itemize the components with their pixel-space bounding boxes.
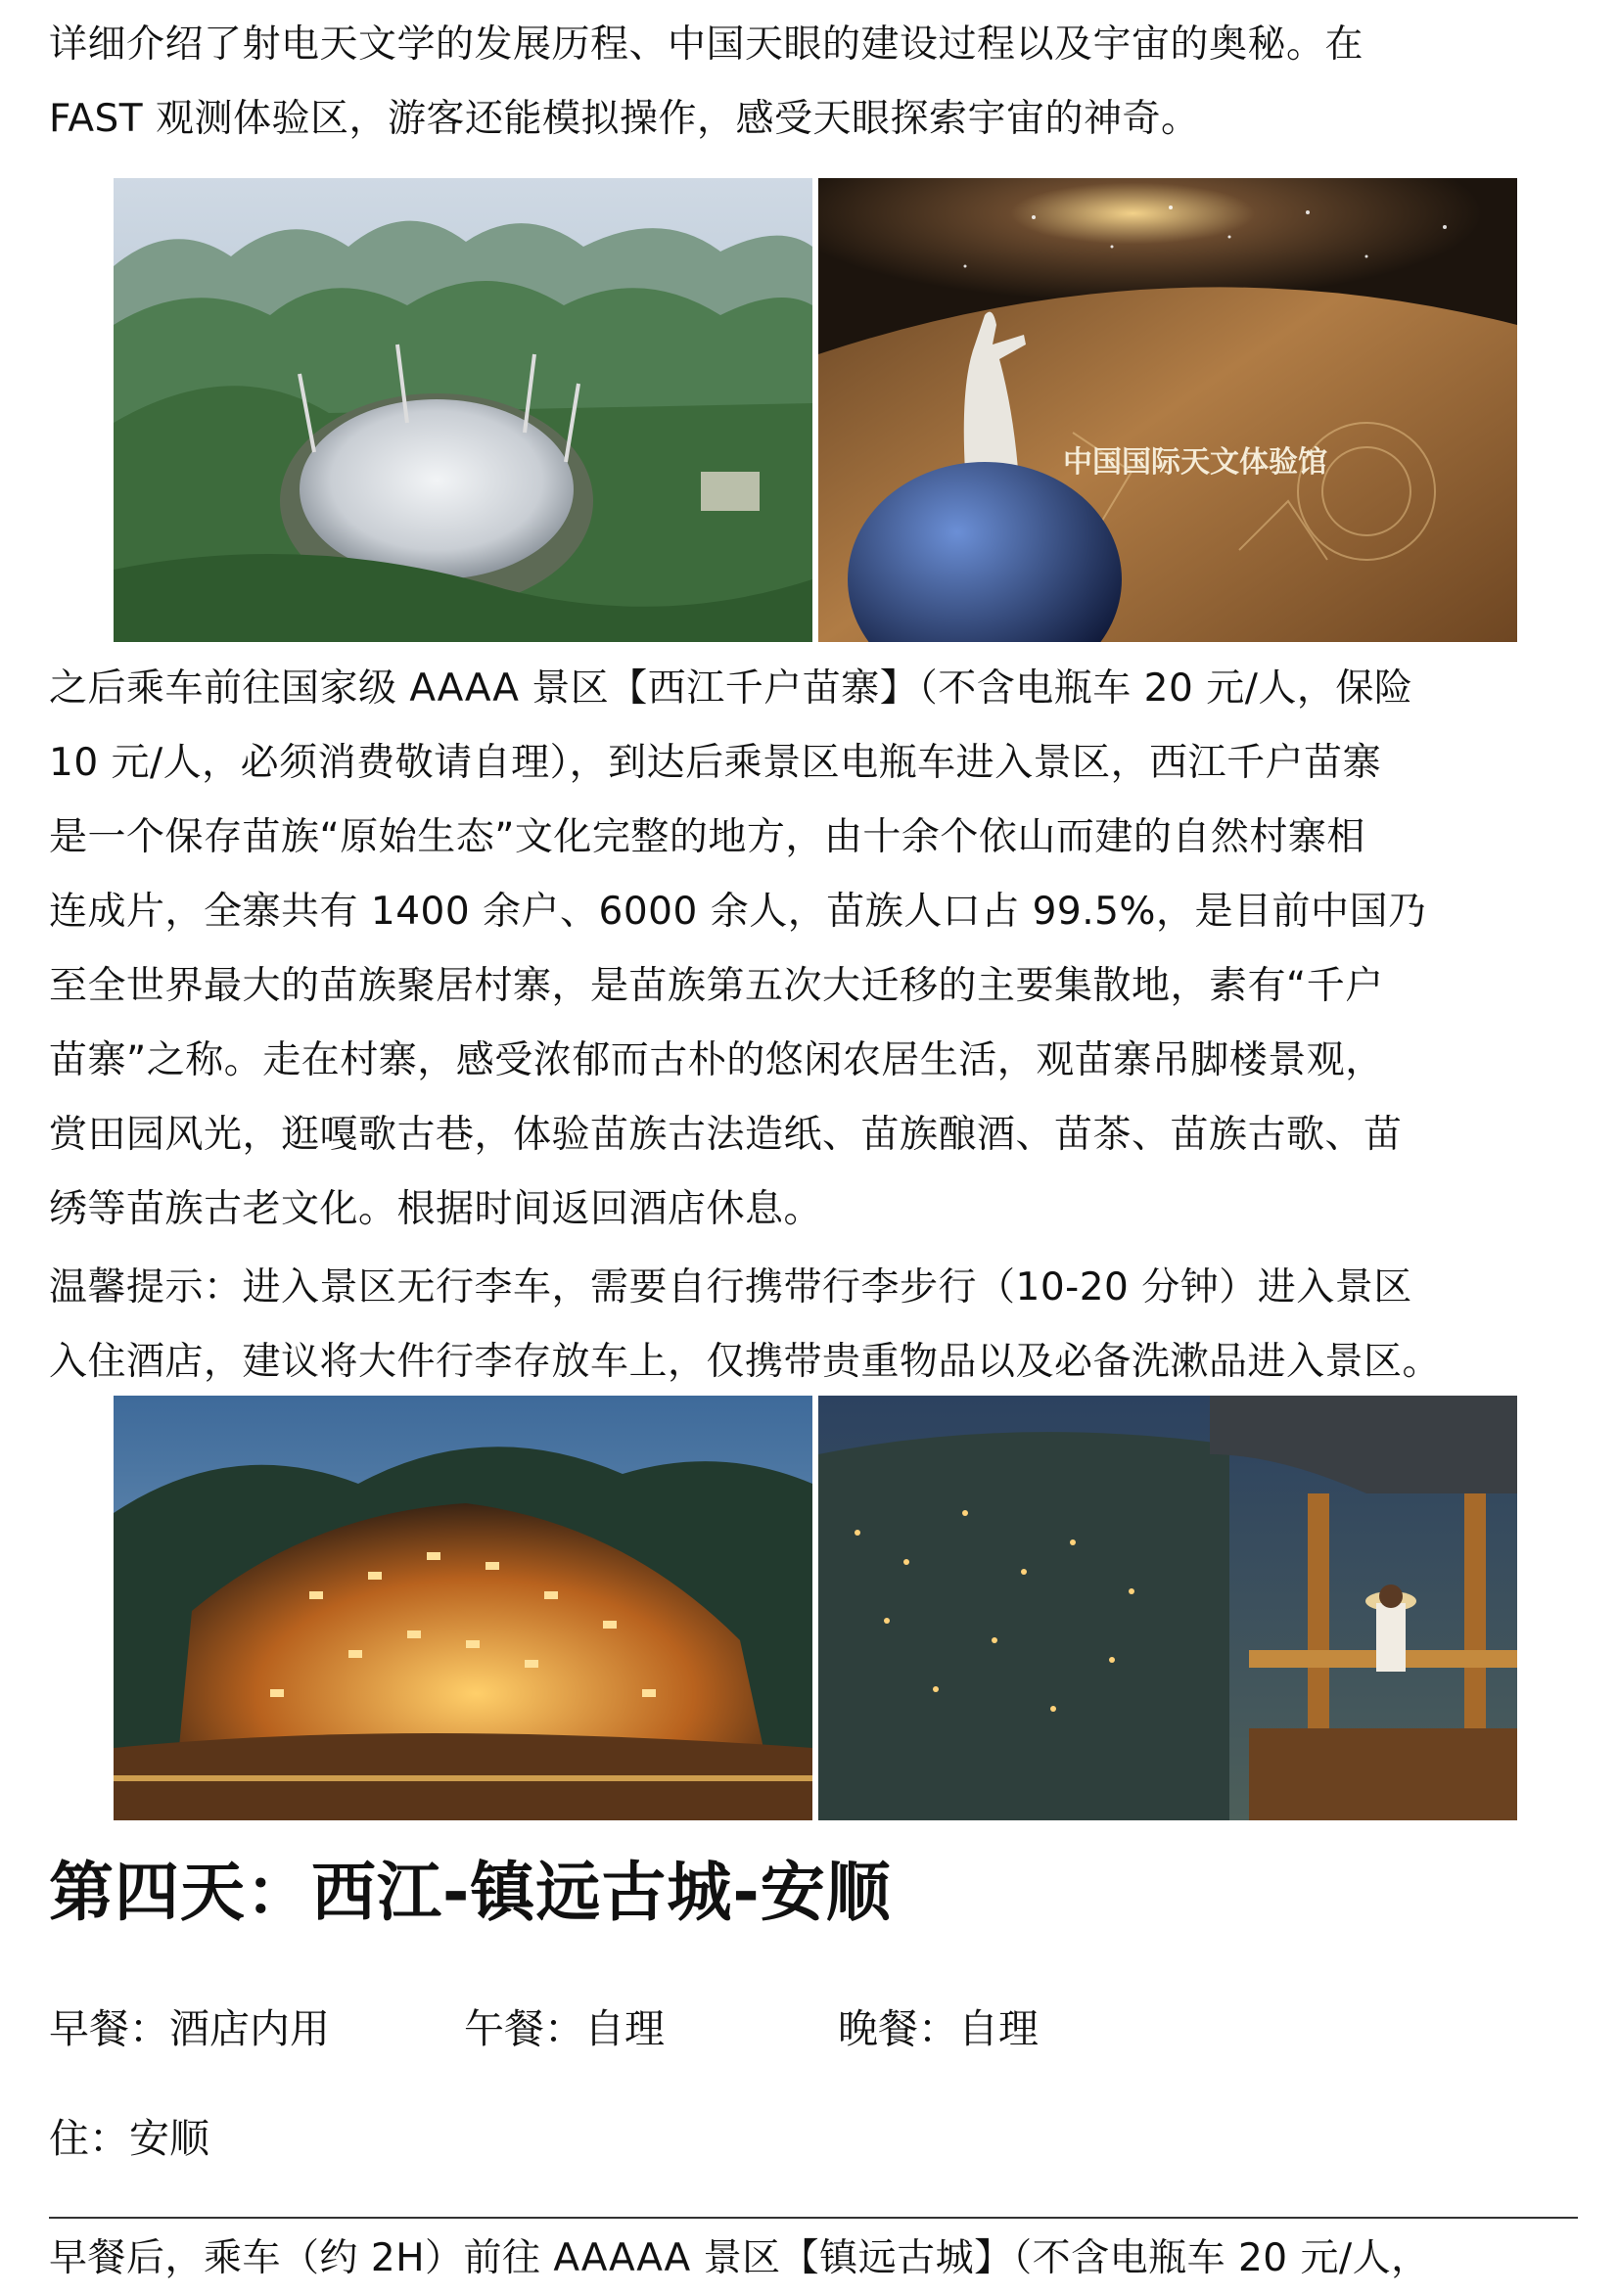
xijiang-line-8: 绣等苗族古老文化。根据时间返回酒店休息。 xyxy=(49,1187,823,1231)
astronomy-museum-photo xyxy=(818,178,1517,642)
xijiang-paragraph xyxy=(49,652,1576,1247)
xijiang-line-2: 10 元/人，必须消费敬请自理），到达后乘景区电瓶车进入景区，西江千户苗寨 xyxy=(49,741,1382,785)
xijiang-line-4: 连成片，全寨共有 1400 余户、6000 余人，苗族人口占 99.5%，是目前中国乃 xyxy=(49,890,1427,934)
xijiang-line-3: 是一个保存苗族“原始生态”文化完整的地方，由十余个依山而建的自然村寨相 xyxy=(49,815,1365,859)
fast-telescope-photo xyxy=(114,178,812,642)
day4-title: 第四天：西江-镇远古城-安顺 xyxy=(49,1855,892,1930)
section-divider xyxy=(49,2217,1578,2219)
xijiang-night-village-photo xyxy=(114,1396,812,1820)
xijiang-line-7: 赏田园风光，逛嘎歌古巷，体验苗族古法造纸、苗族酿酒、苗茶、苗族古歌、苗 xyxy=(49,1113,1403,1157)
meal-dinner: 晚餐：自理 xyxy=(838,2005,1039,2052)
intro-paragraph xyxy=(49,8,1576,157)
museum-sign-text: 中国国际天文体验馆 xyxy=(1063,445,1327,480)
meal-breakfast: 早餐：酒店内用 xyxy=(49,2005,330,2052)
intro-line-2: FAST 观测体验区，游客还能模拟操作，感受天眼探索宇宙的神奇。 xyxy=(49,97,1200,141)
intro-line-1: 详细介绍了射电天文学的发展历程、中国天眼的建设过程以及宇宙的奥秘。在 xyxy=(49,23,1364,67)
xijiang-line-5: 至全世界最大的苗族聚居村寨，是苗族第五次大迁移的主要集散地，素有“千户 xyxy=(49,964,1384,1008)
tip-paragraph xyxy=(49,1251,1576,1400)
meal-lunch: 午餐：自理 xyxy=(464,2005,665,2052)
tip-line-1: 温馨提示：进入景区无行李车，需要自行携带行李步行（10-20 分钟）进入景区 xyxy=(49,1265,1412,1309)
day4-line-1: 早餐后，乘车（约 2H）前往 AAAAA 景区【镇远古城】（不含电瓶车 20 元/人， xyxy=(49,2236,1430,2280)
tip-line-2: 入住酒店，建议将大件行李存放车上，仅携带贵重物品以及必备洗漱品进入景区。 xyxy=(49,1340,1442,1384)
xijiang-line-6: 苗寨”之称。走在村寨，感受浓郁而古朴的悠闲农居生活，观苗寨吊脚楼景观， xyxy=(49,1038,1384,1082)
xijiang-balcony-night-photo xyxy=(818,1396,1517,1820)
stay-info: 住：安顺 xyxy=(49,2115,209,2162)
xijiang-line-1: 之后乘车前往国家级 AAAA 景区【西江千户苗寨】（不含电瓶车 20 元/人，保险 xyxy=(49,666,1413,711)
day4-paragraph xyxy=(49,2222,1576,2296)
